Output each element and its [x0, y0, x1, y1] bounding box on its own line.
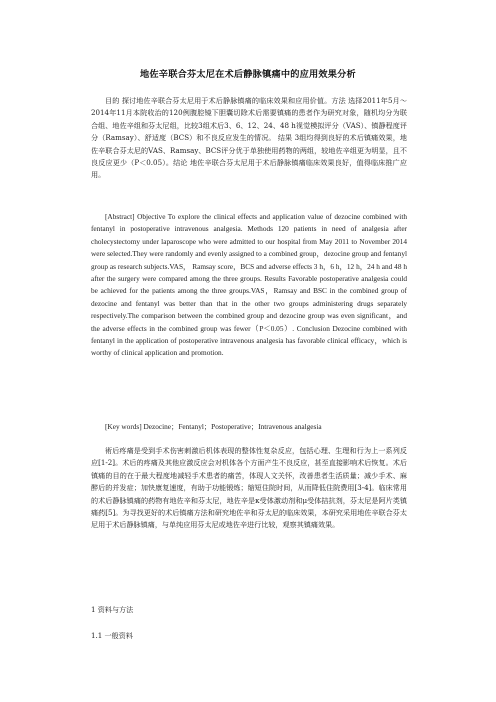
english-abstract-text: [Abstract] Objective To explore the clinical effects and application value of dezocine combined with fentanyl in postoperative intravenous analgesia. Methods 120 patients in need of analgesia after cholecystectomy under laparoscope who were admitted to our hospital from May 2011 to November 2014 were selected.They were randomly and evenly assigned to a combined group，dezocine group and fentanyl group as research subjects.VAS， Ramsay score，BCS and adverse effects 3 h，6 h，12 h，24 h and 48 h after the surgery were compared among the three groups. Results Favorable postoperative analgesia could be achieved for the patients among the three groups.VAS，Ramsay and BSC in the combined group of dezocine and fentanyl was better than that in the other two groups administering drugs separately respectively.The comparison between the combined group and dezocine group was even significant，and the adverse effects in the combined group was fewer（P＜0.05）. Conclusion Dezocine combined with fentanyl in the application of postoperative intravenous analgesia has favorable clinical efficacy，which is worthy of clinical application and promotion. [91, 212, 407, 358]
chinese-abstract-text: 目的 探讨地佐辛联合芬太尼用于术后静脉镇痛的临床效果和应用价值。方法 选择2011年5月～2014年11月本院收治的120例腹腔镜下胆囊切除术后需要镇痛的患者作为研究对象，随机均分为联合组、地佐辛组和芬太尼组，比较3组术后3、6、12、24、48 h视觉模拟评分（VAS）、镇静程度评分（Ramsay）、舒适度（BCS）和不良反应发生的情况。 结果 3组均得到良好的术后镇痛效果，地佐辛联合芬太尼的VAS、Ramsay、BCS评分优于单独使用药物的两组，较地佐辛组更为明显，且不良反应更少（P＜0.05）。结论 地佐辛联合芬太尼用于术后静脉镇痛临床效果良好，值得临床推广应用。 [91, 96, 407, 180]
chinese-abstract [91, 95, 407, 205]
paper-title: 地佐辛联合芬太尼在术后静脉镇痛中的应用效果分析 [140, 69, 356, 80]
section-heading-1 [91, 604, 407, 618]
section-heading-1-1-text: 1.1 一般资料 [91, 631, 133, 640]
english-abstract [91, 211, 407, 416]
introduction-text: 術后疼痛是受到手术伤害刺激后机体表现的整体性复杂反应，包括心理、生理和行为上一系列反应[1-2]。术后的疼痛及其他应激反应会对机体各个方面产生不良反应，甚至直接影响术后恢复。术后镇痛的目的在于最大程度地减轻手术患者的痛苦，体现人文关怀，改善患者生活质量；减少手术、麻醉后的并发症；加快康复速度，有助于功能锻炼；缩短住院时间，从而降低住院费用[3-4]。临床常用的术后静脉镇痛的药物有地佐辛和芬太尼，地佐辛是κ受体激动剂和μ受体拮抗剂，芬太尼是阿片类镇痛药[5]。为寻找更好的术后镇痛方法和研究地佐辛和芬太尼的临床效果，本研究采用地佐辛联合芬太尼用于术后静脉镇痛，与单纯应用芬太尼或地佐辛进行比较，观察其镇痛效果。 [91, 446, 407, 530]
section-heading-1-text: 1 资料与方法 [91, 605, 134, 614]
english-keywords-text: [Key words] Dezocine；Fentanyl；Postoperative；Intravenous analgesia [105, 422, 322, 431]
section-heading-1-1 [91, 630, 407, 644]
english-keywords [91, 421, 407, 435]
introduction [91, 445, 407, 595]
